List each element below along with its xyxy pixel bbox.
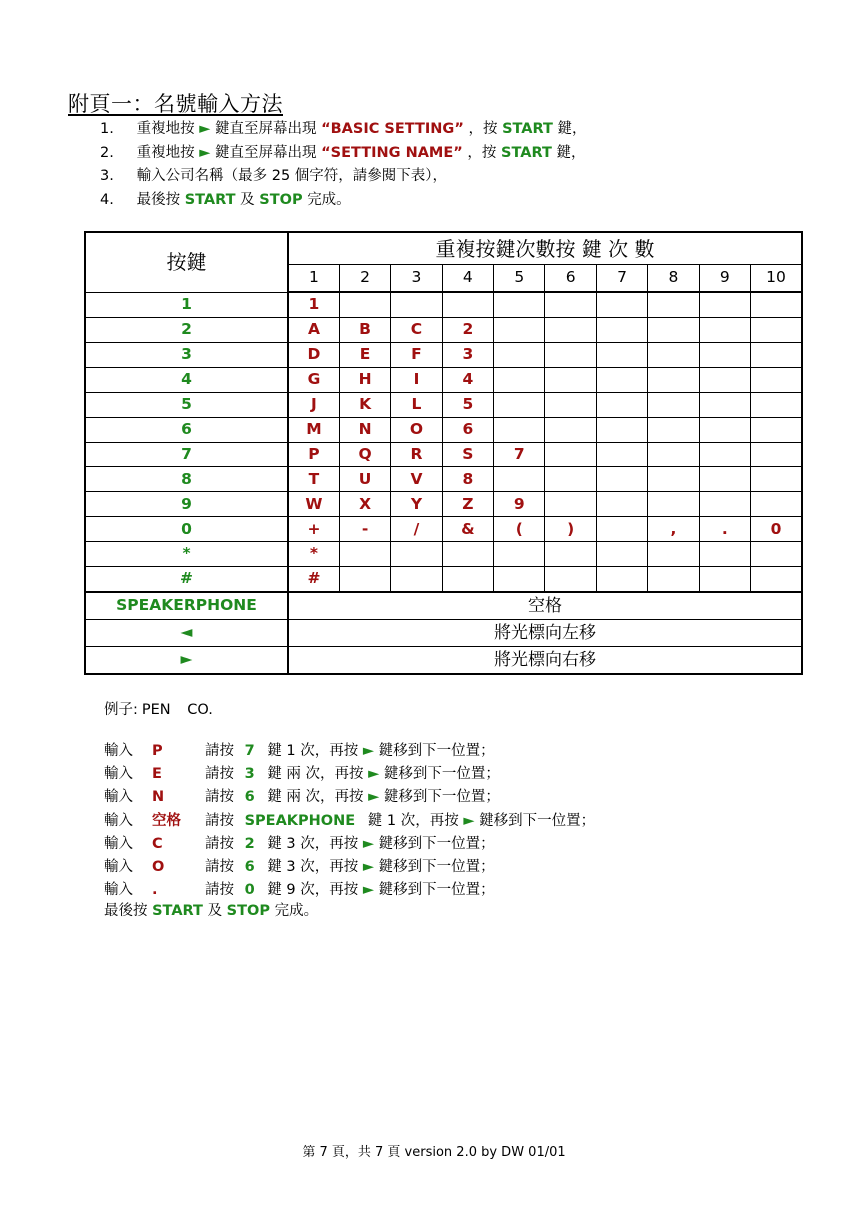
press-count-column: 2 — [339, 265, 390, 293]
char-cell — [699, 467, 750, 492]
table-row — [85, 317, 802, 342]
function-rows — [85, 592, 802, 674]
table-row — [85, 442, 802, 467]
table-row — [85, 567, 802, 592]
key-word: 鍵 — [267, 743, 282, 759]
step-text: 鍵直至屏幕出現 — [214, 144, 317, 161]
times-text: 次，再按 — [300, 743, 359, 759]
key-name: 6 — [244, 789, 255, 806]
press-word: 請按 — [205, 835, 234, 852]
char-cell — [596, 542, 647, 567]
times-text: 次，再按 — [300, 835, 359, 852]
char-cell: I — [391, 367, 442, 392]
right-arrow-icon: ► — [362, 882, 375, 899]
char-cell — [648, 492, 699, 517]
key-name: 2 — [244, 835, 255, 852]
char-cell — [596, 492, 647, 517]
times-text: 次，再按 — [400, 812, 459, 829]
char-cell — [699, 442, 750, 467]
screen-message: “BASIC SETTING” — [321, 121, 464, 137]
key-label: 4 — [85, 367, 288, 392]
char-cell — [596, 342, 647, 367]
table-row — [85, 392, 802, 417]
char-cell — [699, 542, 750, 567]
char-cell — [648, 467, 699, 492]
char-cell — [545, 292, 596, 317]
char-cell: N — [339, 417, 390, 442]
table-row — [85, 367, 802, 392]
char-cell: Q — [339, 442, 390, 467]
char-cell — [442, 567, 493, 592]
char-cell: 1 — [288, 292, 339, 317]
char-cell: - — [339, 517, 390, 542]
table-row — [85, 467, 802, 492]
char-cell — [751, 492, 802, 517]
key-label: 2 — [85, 317, 288, 342]
key-word: 鍵 — [267, 882, 282, 899]
times-text: 次，再按 — [305, 766, 364, 783]
char-cell — [545, 442, 596, 467]
right-arrow-icon: ► — [368, 789, 380, 806]
press-count: 1 — [286, 743, 296, 759]
char-cell: H — [339, 367, 390, 392]
press-count-column: 3 — [391, 265, 442, 293]
char-cell: J — [288, 392, 339, 417]
input-word: 輸入 — [104, 812, 133, 829]
key-name: 7 — [244, 743, 255, 759]
char-cell — [494, 292, 545, 317]
press-count-header: 重複按鍵次數按 鍵 次 數 — [288, 232, 802, 265]
char-cell — [494, 467, 545, 492]
instruction-steps — [100, 118, 587, 212]
press-count: 3 — [286, 858, 296, 875]
example-final-line — [104, 899, 318, 920]
step-3 — [100, 165, 587, 189]
function-row — [85, 620, 802, 647]
char-cell — [699, 367, 750, 392]
char-cell — [596, 392, 647, 417]
key-name: SPEAKPHONE — [244, 812, 356, 829]
char-cell: O — [391, 417, 442, 442]
step-text: 重複地按 — [136, 121, 195, 137]
press-word: 請按 — [205, 743, 234, 759]
key-label: 7 — [85, 442, 288, 467]
char-cell — [751, 542, 802, 567]
char-cell — [442, 542, 493, 567]
char-cell: L — [391, 392, 442, 417]
press-word: 請按 — [205, 882, 234, 899]
char-cell — [545, 467, 596, 492]
char-cell — [545, 542, 596, 567]
example-row — [104, 856, 595, 879]
right-arrow-icon: ► — [463, 812, 475, 829]
key-label: 6 — [85, 417, 288, 442]
char-cell: * — [288, 542, 339, 567]
press-count-column: 4 — [442, 265, 493, 293]
char-cell — [494, 567, 545, 592]
char-cell — [339, 542, 390, 567]
press-count: 兩 — [286, 766, 301, 783]
char-cell — [648, 317, 699, 342]
step-1 — [100, 118, 587, 142]
step-text: 鍵直至屏幕出現 — [214, 121, 317, 137]
char-cell — [391, 567, 442, 592]
char-cell — [699, 342, 750, 367]
char-cell: B — [339, 317, 390, 342]
char-cell: 8 — [442, 467, 493, 492]
char-cell — [751, 342, 802, 367]
final-text: 完成。 — [274, 903, 319, 919]
char-cell — [545, 567, 596, 592]
char-cell — [596, 567, 647, 592]
char-cell: / — [391, 517, 442, 542]
input-char: 空格 — [152, 812, 181, 829]
move-text: 鍵移到下一位置； — [378, 882, 495, 899]
press-count: 9 — [286, 882, 296, 899]
example-row — [104, 786, 595, 809]
press-count: 1 — [386, 812, 397, 829]
right-arrow-icon: ► — [362, 835, 375, 852]
key-column-header: 按鍵 — [85, 232, 288, 292]
char-cell: U — [339, 467, 390, 492]
step-2 — [100, 142, 587, 166]
char-cell: 7 — [494, 442, 545, 467]
table-row — [85, 542, 802, 567]
function-description: 將光標向右移 — [288, 647, 802, 674]
char-cell: T — [288, 467, 339, 492]
press-word: 請按 — [205, 766, 234, 783]
char-cell: Y — [391, 492, 442, 517]
function-row — [85, 592, 802, 619]
char-cell — [596, 292, 647, 317]
char-cell: 3 — [442, 342, 493, 367]
char-cell — [699, 292, 750, 317]
char-cell: & — [442, 517, 493, 542]
press-count-column: 8 — [648, 265, 699, 293]
input-word: 輸入 — [104, 882, 133, 899]
example-row — [104, 740, 595, 763]
example-title — [104, 698, 213, 719]
move-text: 鍵移到下一位置； — [378, 743, 495, 759]
key-label: # — [85, 567, 288, 592]
input-word: 輸入 — [104, 766, 133, 783]
move-text: 鍵移到下一位置； — [479, 812, 596, 829]
char-cell — [596, 467, 647, 492]
char-cell — [545, 367, 596, 392]
char-cell: E — [339, 342, 390, 367]
key-name: START — [502, 121, 553, 137]
char-cell: . — [699, 517, 750, 542]
right-arrow-icon: ► — [362, 743, 375, 759]
key-word: 鍵 — [267, 789, 282, 806]
char-cell — [494, 317, 545, 342]
char-cell: , — [648, 517, 699, 542]
key-name: START — [184, 191, 236, 208]
input-char: P — [152, 743, 163, 759]
char-cell — [596, 367, 647, 392]
key-name: 6 — [244, 858, 255, 875]
right-arrow-icon: ► — [199, 144, 211, 161]
char-cell: # — [288, 567, 339, 592]
char-cell — [494, 542, 545, 567]
right-arrow-icon: ► — [362, 858, 375, 875]
char-cell: M — [288, 417, 339, 442]
char-cell — [699, 317, 750, 342]
speakerphone-key: SPEAKERPHONE — [85, 592, 288, 619]
char-cell: 6 — [442, 417, 493, 442]
example-label: 例子: — [104, 702, 138, 718]
press-count-column: 10 — [751, 265, 802, 293]
input-word: 輸入 — [104, 835, 133, 852]
input-char: . — [152, 882, 158, 899]
key-name: 0 — [244, 882, 255, 899]
char-cell — [751, 442, 802, 467]
key-name: 3 — [244, 766, 255, 783]
char-cell: ( — [494, 517, 545, 542]
function-row — [85, 647, 802, 674]
char-cell — [699, 392, 750, 417]
char-cell: A — [288, 317, 339, 342]
press-count-column: 9 — [699, 265, 750, 293]
char-cell — [648, 442, 699, 467]
key-word: 鍵 — [267, 835, 282, 852]
step-text: 輸入公司名稱（最多 25 個字符，請參閱下表）， — [136, 168, 448, 184]
char-cell — [545, 417, 596, 442]
step-number: 2. — [100, 144, 114, 161]
step-text: 鍵， — [557, 121, 587, 137]
char-cell — [648, 567, 699, 592]
key-name: START — [501, 144, 552, 161]
example-steps — [104, 740, 595, 902]
example-row — [104, 763, 595, 786]
table-row — [85, 517, 802, 542]
press-word: 請按 — [205, 858, 234, 875]
input-word: 輸入 — [104, 789, 133, 806]
move-text: 鍵移到下一位置； — [383, 789, 500, 806]
char-cell — [648, 542, 699, 567]
char-cell: C — [391, 317, 442, 342]
char-cell — [545, 317, 596, 342]
key-label: 0 — [85, 517, 288, 542]
step-text: 及 — [240, 191, 255, 208]
press-word: 請按 — [205, 812, 234, 829]
char-cell — [751, 417, 802, 442]
key-name: STOP — [259, 191, 303, 208]
key-word: 鍵 — [267, 858, 282, 875]
key-label: 3 — [85, 342, 288, 367]
key-label: 8 — [85, 467, 288, 492]
page-title: 附頁一：名號輸入方法 — [68, 92, 283, 116]
left-arrow-icon: ◄ — [85, 620, 288, 647]
char-cell — [545, 342, 596, 367]
char-cell — [751, 467, 802, 492]
char-cell — [596, 317, 647, 342]
move-text: 鍵移到下一位置； — [383, 766, 500, 783]
char-cell — [391, 542, 442, 567]
final-text: 及 — [207, 903, 223, 919]
char-cell — [699, 567, 750, 592]
step-text: 重複地按 — [136, 144, 195, 161]
table-row — [85, 417, 802, 442]
char-cell: R — [391, 442, 442, 467]
table-row — [85, 342, 802, 367]
times-text: 次，再按 — [300, 882, 359, 899]
char-cell — [442, 292, 493, 317]
input-word: 輸入 — [104, 858, 133, 875]
press-count-column: 5 — [494, 265, 545, 293]
key-label: 1 — [85, 292, 288, 317]
step-number: 4. — [100, 191, 114, 208]
char-cell — [648, 392, 699, 417]
times-text: 次，再按 — [300, 858, 359, 875]
char-cell: K — [339, 392, 390, 417]
table-row — [85, 292, 802, 317]
page-footer: 第 7 頁，共 7 頁 version 2.0 by DW 01/01 — [302, 1145, 566, 1160]
char-cell: X — [339, 492, 390, 517]
char-cell: Z — [442, 492, 493, 517]
char-cell: 4 — [442, 367, 493, 392]
step-text: 完成。 — [307, 191, 351, 208]
char-cell: W — [288, 492, 339, 517]
char-cell — [339, 567, 390, 592]
char-cell: 2 — [442, 317, 493, 342]
char-cell — [648, 367, 699, 392]
key-rows — [85, 292, 802, 592]
step-text: 最後按 — [136, 191, 181, 208]
input-word: 輸入 — [104, 743, 133, 759]
key-label: 9 — [85, 492, 288, 517]
char-cell: G — [288, 367, 339, 392]
key-mapping-table — [84, 231, 803, 675]
char-cell: 5 — [442, 392, 493, 417]
press-count-column: 6 — [545, 265, 596, 293]
input-char: N — [152, 789, 165, 806]
char-cell — [699, 492, 750, 517]
press-count-column: 7 — [596, 265, 647, 293]
key-label: * — [85, 542, 288, 567]
key-name: START — [152, 903, 203, 919]
input-char: E — [152, 766, 162, 783]
char-cell — [494, 392, 545, 417]
example-row — [104, 833, 595, 856]
char-cell — [751, 292, 802, 317]
char-cell — [596, 517, 647, 542]
move-text: 鍵移到下一位置； — [378, 835, 495, 852]
char-cell: + — [288, 517, 339, 542]
times-text: 次，再按 — [305, 789, 364, 806]
function-description: 將光標向左移 — [288, 620, 802, 647]
function-description: 空格 — [288, 592, 802, 619]
press-count-column: 1 — [288, 265, 339, 293]
step-number: 3. — [100, 168, 114, 184]
char-cell: S — [442, 442, 493, 467]
input-char: C — [152, 835, 163, 852]
char-cell: 9 — [494, 492, 545, 517]
char-cell: 0 — [751, 517, 802, 542]
example-row — [104, 810, 595, 833]
char-cell — [751, 392, 802, 417]
char-cell — [391, 292, 442, 317]
table-row — [85, 492, 802, 517]
char-cell: ) — [545, 517, 596, 542]
char-cell — [648, 417, 699, 442]
char-cell — [648, 292, 699, 317]
char-cell — [545, 392, 596, 417]
char-cell — [596, 417, 647, 442]
right-arrow-icon: ► — [85, 647, 288, 674]
step-text: 鍵， — [556, 144, 586, 161]
right-arrow-icon: ► — [199, 121, 211, 137]
step-text: ，按 — [468, 121, 498, 137]
char-cell — [494, 342, 545, 367]
key-word: 鍵 — [267, 766, 282, 783]
press-count: 3 — [286, 835, 296, 852]
final-text: 最後按 — [104, 903, 148, 919]
step-4 — [100, 189, 587, 213]
char-cell — [545, 492, 596, 517]
char-cell: F — [391, 342, 442, 367]
key-word: 鍵 — [367, 812, 383, 829]
key-label: 5 — [85, 392, 288, 417]
press-word: 請按 — [205, 789, 234, 806]
char-cell — [751, 367, 802, 392]
char-cell — [751, 567, 802, 592]
char-cell — [699, 417, 750, 442]
char-cell — [648, 342, 699, 367]
char-cell: V — [391, 467, 442, 492]
press-count: 兩 — [286, 789, 301, 806]
char-cell — [494, 417, 545, 442]
move-text: 鍵移到下一位置； — [378, 858, 495, 875]
char-cell: P — [288, 442, 339, 467]
char-cell: D — [288, 342, 339, 367]
step-number: 1. — [100, 121, 114, 137]
step-text: ，按 — [467, 144, 497, 161]
input-char: O — [152, 858, 165, 875]
key-name: STOP — [226, 903, 270, 919]
char-cell — [494, 367, 545, 392]
char-cell — [339, 292, 390, 317]
char-cell — [596, 442, 647, 467]
example-value: PEN CO. — [141, 702, 213, 718]
char-cell — [751, 317, 802, 342]
right-arrow-icon: ► — [368, 766, 380, 783]
screen-message: “SETTING NAME” — [321, 144, 463, 161]
